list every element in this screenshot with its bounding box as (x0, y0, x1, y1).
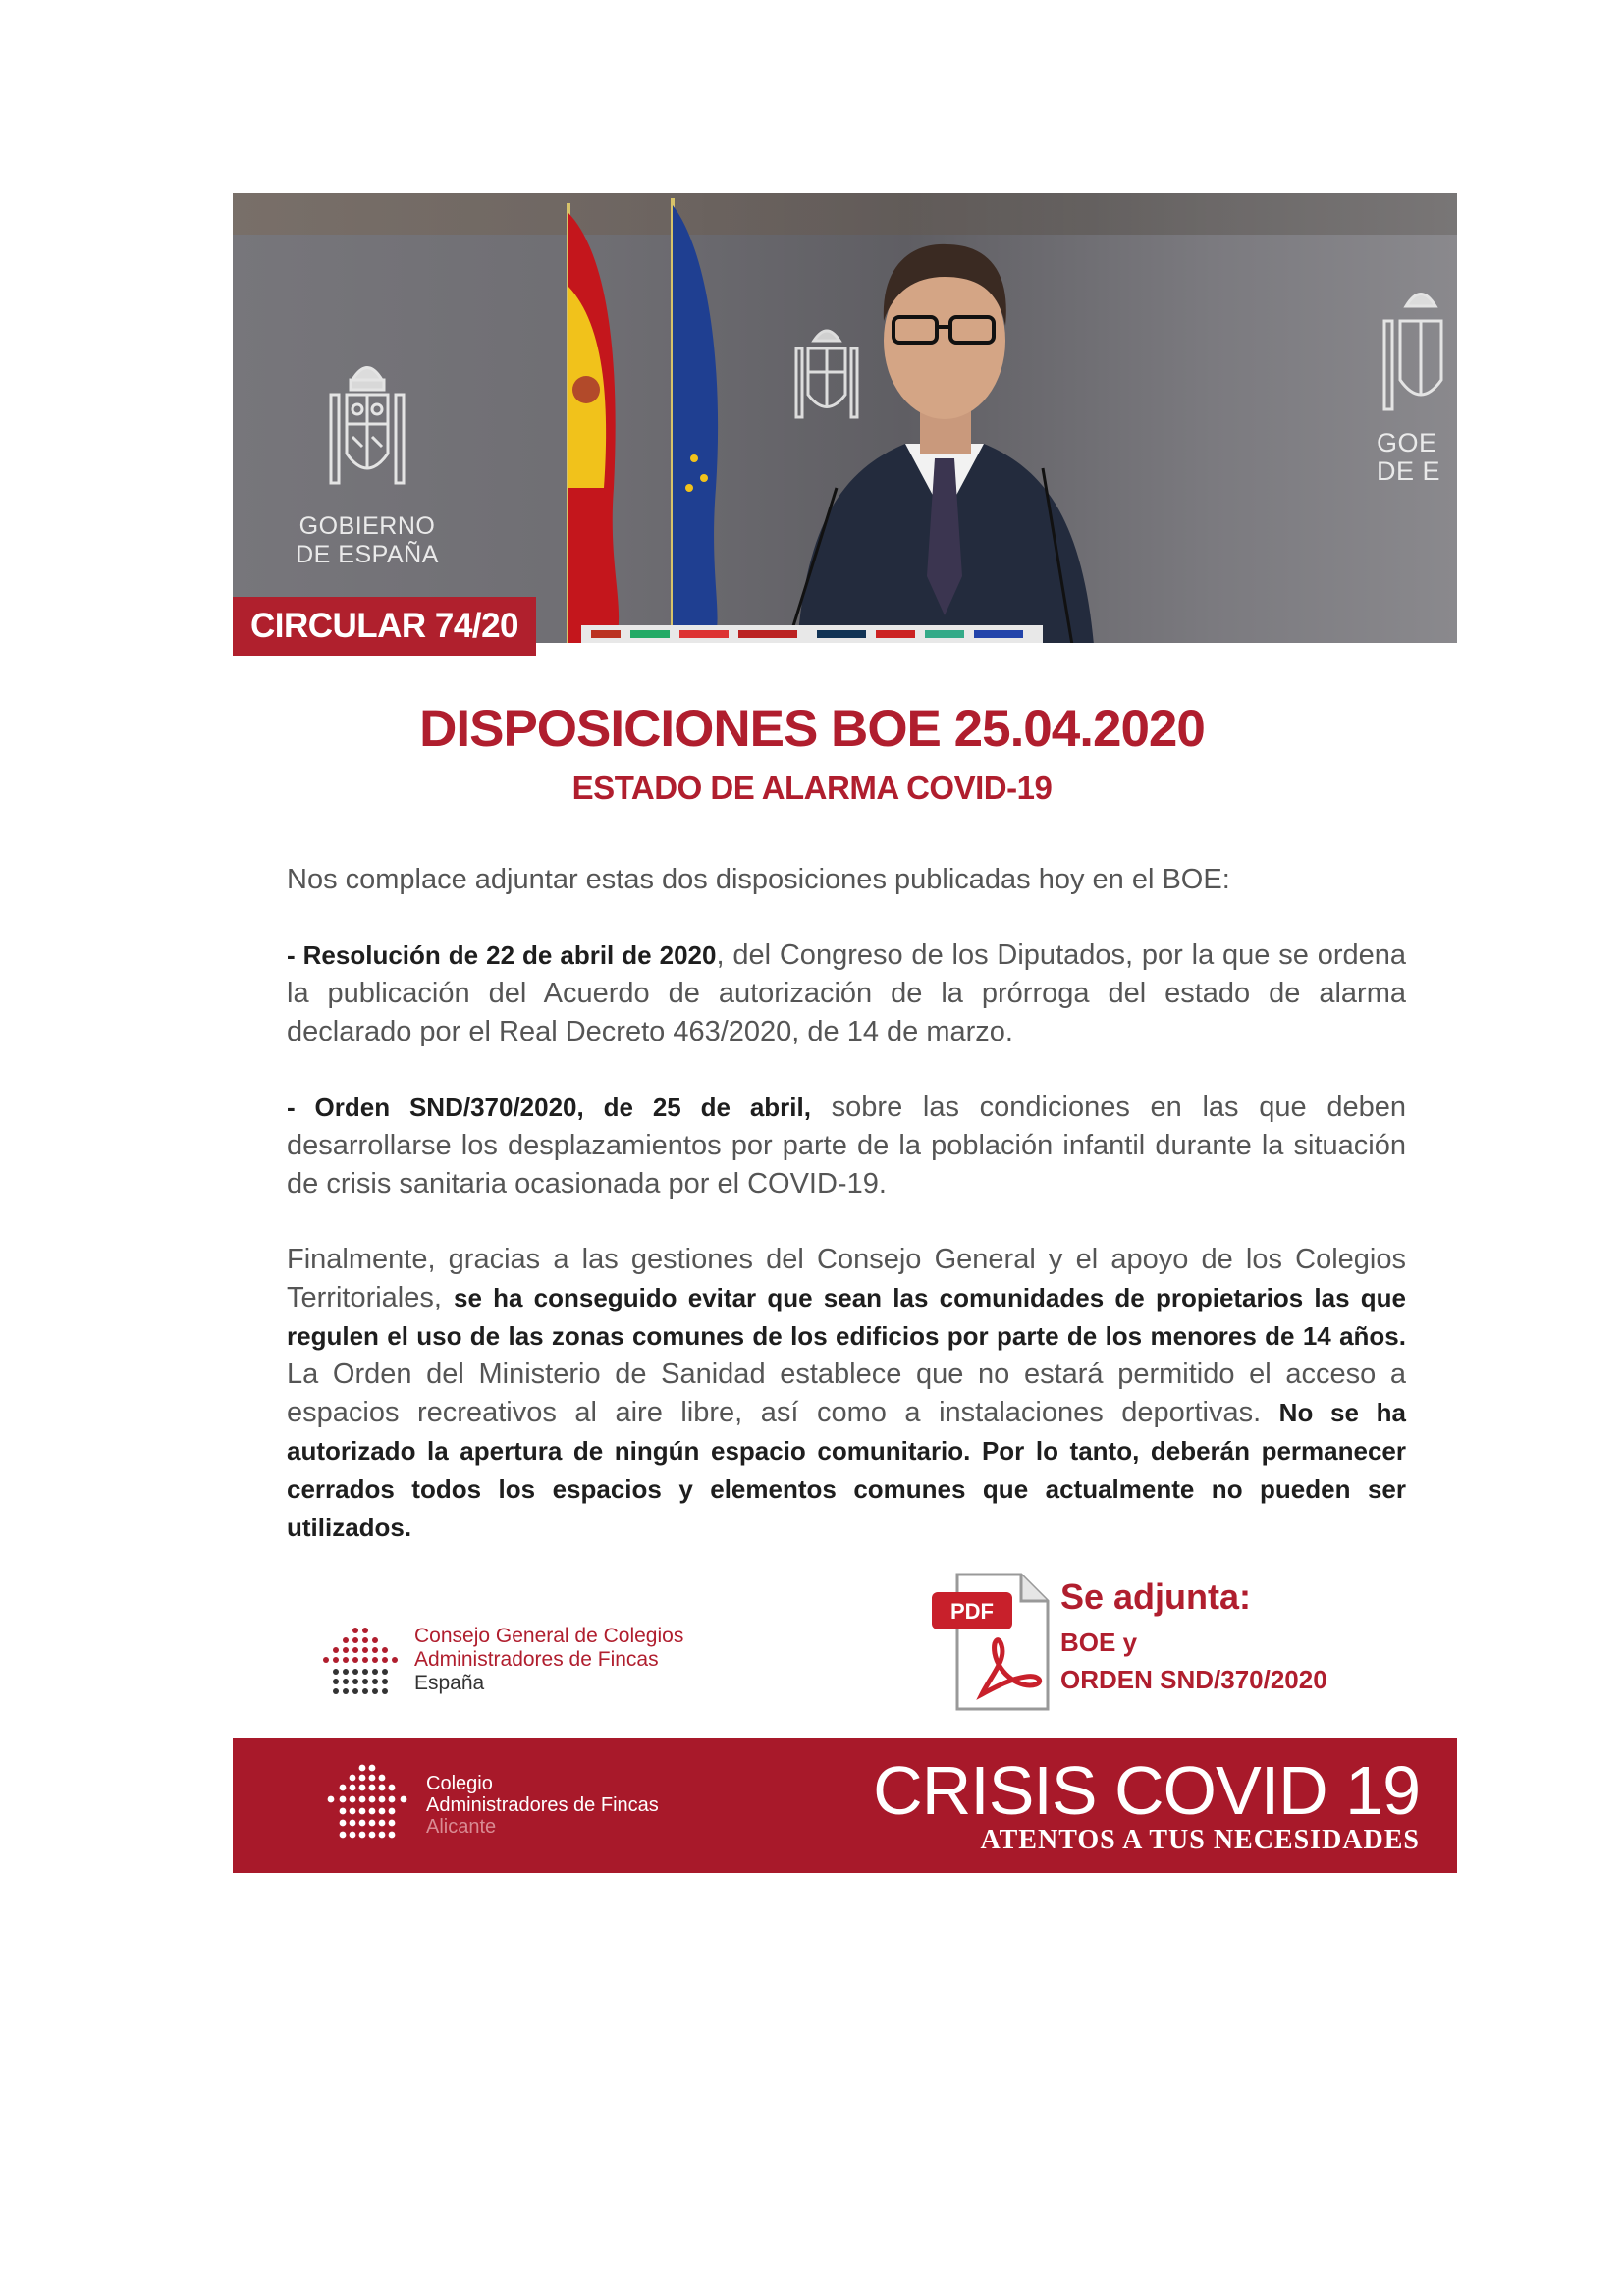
footer-banner (233, 1738, 1457, 1873)
hero-photo (233, 193, 1457, 643)
final-text-a: Finalmente, gracias a las gestiones del Consejo General y el apoyo de los Colegios Territoriales, (287, 1244, 1406, 1313)
gobierno-right-line2: DE E (1377, 456, 1441, 486)
attachment-line1: BOE y (1060, 1628, 1138, 1657)
crisis-heading: CRISIS COVID 19 (873, 1752, 1420, 1829)
pdf-label: PDF (950, 1599, 994, 1624)
flags-graphic (547, 193, 743, 643)
body-content (287, 861, 1406, 1584)
colegio-text (426, 1773, 659, 1838)
item1-text: , del Congreso de los Diputados, por la que se ordena la publicación del Acuerdo de autorización de la prórroga del estado de alarma declarado por el Real Decreto 463/2020, de 14 de marzo. (287, 939, 1407, 1047)
final-bold-d: No se ha autorizado la apertura de ningún espacio comunitario. Por lo tanto, deberán permanecer cerrados todos los espacios y elementos comunes que actualmente no pueden ser utilizados. (287, 1398, 1406, 1542)
cg-line2: Administradores de Fincas (414, 1648, 659, 1671)
page-title: DISPOSICIONES BOE 25.04.2020 (419, 700, 1205, 758)
gobierno-logo-right (1377, 277, 1457, 486)
sponsor-strip (581, 625, 1043, 643)
gobierno-line1: GOBIERNO (298, 512, 436, 540)
attachment-line2: ORDEN SND/370/2020 (1060, 1665, 1327, 1694)
attachment-box (918, 1567, 1330, 1714)
final-bold-b: se ha conseguido evitar que sean las comunidades de propietarios las que regulen el uso de las zonas comunes de los edificios por parte de los menores de 14 años. (287, 1283, 1406, 1351)
attachment-title: Se adjunta: (1060, 1576, 1252, 1617)
coat-of-arms-icon (323, 350, 411, 507)
intro-paragraph (287, 861, 1406, 899)
page-subtitle: ESTADO DE ALARMA COVID-19 (571, 770, 1053, 806)
colegio-line2: Administradores de Fincas (426, 1794, 659, 1816)
gobierno-right-line1: GOE (1377, 428, 1437, 457)
cg-line1: Consejo General de Colegios (414, 1625, 684, 1647)
final-text-c: La Orden del Ministerio de Sanidad establece que no estará permitido el acceso a espacios recreativos al aire libre, así como a instalaciones deportivas. (287, 1359, 1406, 1428)
item1-bold: - Resolución de 22 de abril de 2020 (287, 940, 717, 970)
pdf-file-icon[interactable] (928, 1567, 1056, 1714)
circular-badge: CIRCULAR 74/20 (233, 597, 536, 656)
item2-paragraph (287, 1089, 1406, 1203)
consejo-general-logo (320, 1625, 713, 1703)
consejo-general-text (414, 1625, 683, 1695)
cg-line3: España (414, 1672, 485, 1694)
item2-bold: - Orden SND/370/2020, de 25 de abril, (287, 1093, 811, 1122)
speaker-figure (778, 223, 1111, 643)
crisis-tagline: ATENTOS A TUS NECESIDADES (980, 1825, 1420, 1855)
item1-paragraph (287, 936, 1406, 1051)
item2-text: sobre las condiciones en las que deben desarrollarse los desplazamientos por parte de la población infantil durante la situación de crisis sanitaria ocasionada por el COVID-19. (287, 1092, 1406, 1200)
gobierno-line2: DE ESPAÑA (296, 541, 439, 568)
coat-of-arms-right-icon (1377, 277, 1455, 424)
colegio-line3: Alicante (426, 1816, 497, 1838)
intro-text: Nos complace adjuntar estas dos disposiciones publicadas hoy en el BOE: (287, 864, 1230, 895)
colegio-line1: Colegio (426, 1773, 493, 1794)
gobierno-logo-left (294, 350, 441, 569)
dot-grid-icon (320, 1625, 401, 1703)
colegio-dot-grid-icon (323, 1762, 411, 1848)
final-paragraph (287, 1241, 1406, 1547)
